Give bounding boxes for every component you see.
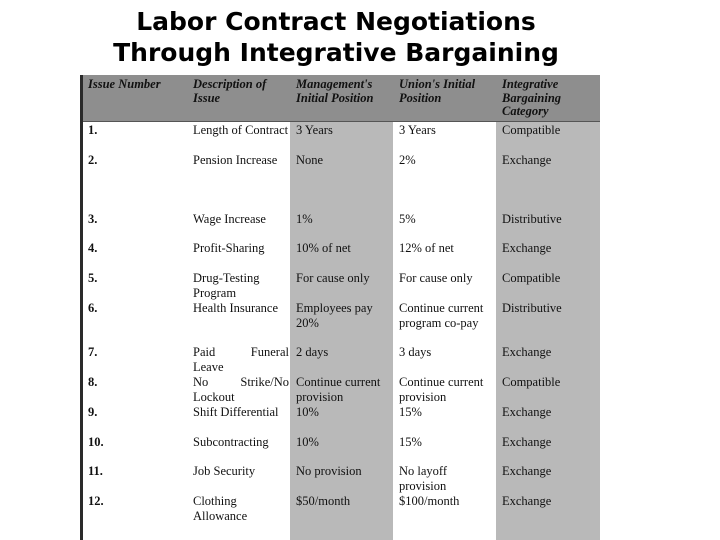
cell-union-position: For cause only — [399, 271, 473, 285]
cell-bargaining-category: Exchange — [502, 241, 552, 255]
cell-issue-number: 10. — [88, 435, 104, 449]
cell-management-position: 10% — [296, 435, 319, 449]
cell-union-position: No layoff provision — [399, 464, 448, 493]
cell-description: Drug-Testing Program — [193, 271, 260, 300]
cell-issue-number: 8. — [88, 375, 98, 389]
cell-bargaining-category: Compatible — [502, 123, 561, 137]
cell-union-position: 3 Years — [399, 123, 436, 137]
page-title — [0, 6, 672, 68]
cell-union-position: 15% — [399, 435, 422, 449]
header-description: Description of Issue — [193, 77, 267, 105]
cell-union-position: Continue current provision — [399, 375, 484, 404]
header-union-position: Union's Initial Position — [399, 77, 476, 105]
cell-issue-number: 7. — [88, 345, 98, 359]
cell-management-position: 10% — [296, 405, 319, 419]
cell-description: Shift Differential — [193, 405, 279, 419]
cell-management-position: No provision — [296, 464, 362, 478]
cell-issue-number: 3. — [88, 212, 98, 226]
cell-bargaining-category: Distributive — [502, 301, 562, 315]
cell-union-position: 12% of net — [399, 241, 454, 255]
cell-issue-number: 6. — [88, 301, 98, 315]
cell-description: Length of Contract — [193, 123, 289, 137]
title-line-2: Through Integrative Bargaining — [113, 38, 559, 67]
cell-union-position: Continue current program co-pay — [399, 301, 484, 330]
cell-bargaining-category: Compatible — [502, 375, 561, 389]
cell-issue-number: 9. — [88, 405, 98, 419]
cell-union-position: 15% — [399, 405, 422, 419]
cell-description: Clothing Allowance — [193, 494, 248, 523]
cell-issue-number: 4. — [88, 241, 98, 255]
cell-bargaining-category: Distributive — [502, 212, 562, 226]
cell-bargaining-category: Exchange — [502, 405, 552, 419]
cell-description: No Strike/No Lockout — [193, 375, 289, 404]
cell-union-position: 2% — [399, 153, 416, 167]
cell-bargaining-category: Exchange — [502, 464, 552, 478]
negotiation-table — [80, 75, 600, 540]
cell-bargaining-category: Exchange — [502, 153, 552, 167]
header-issue-number: Issue Number — [88, 77, 161, 91]
title-line-1: Labor Contract Negotiations — [136, 7, 536, 36]
cell-management-position: Continue current provision — [296, 375, 381, 404]
cell-management-position: Employees pay 20% — [296, 301, 373, 330]
cell-bargaining-category: Exchange — [502, 435, 552, 449]
cell-description: Paid Funeral Leave — [193, 345, 289, 374]
cell-issue-number: 12. — [88, 494, 104, 508]
cell-bargaining-category: Exchange — [502, 494, 552, 508]
cell-issue-number: 2. — [88, 153, 98, 167]
cell-description: Pension Increase — [193, 153, 278, 167]
cell-management-position: 10% of net — [296, 241, 351, 255]
header-management-position: Management's Initial Position — [296, 77, 374, 105]
cell-management-position: None — [296, 153, 324, 167]
cell-management-position: For cause only — [296, 271, 370, 285]
cell-description: Job Security — [193, 464, 256, 478]
cell-bargaining-category: Exchange — [502, 345, 552, 359]
cell-description: Profit-Sharing — [193, 241, 265, 255]
cell-issue-number: 1. — [88, 123, 98, 137]
cell-description: Subcontracting — [193, 435, 269, 449]
cell-management-position: 2 days — [296, 345, 329, 359]
cell-management-position: $50/month — [296, 494, 351, 508]
cell-description: Health Insurance — [193, 301, 279, 315]
cell-union-position: $100/month — [399, 494, 460, 508]
cell-description: Wage Increase — [193, 212, 266, 226]
cell-management-position: 3 Years — [296, 123, 333, 137]
cell-union-position: 3 days — [399, 345, 432, 359]
cell-bargaining-category: Compatible — [502, 271, 561, 285]
header-bargaining-category: Integrative Bargaining Category — [502, 77, 562, 118]
cell-union-position: 5% — [399, 212, 416, 226]
cell-issue-number: 5. — [88, 271, 98, 285]
cell-issue-number: 11. — [88, 464, 103, 478]
cell-management-position: 1% — [296, 212, 313, 226]
